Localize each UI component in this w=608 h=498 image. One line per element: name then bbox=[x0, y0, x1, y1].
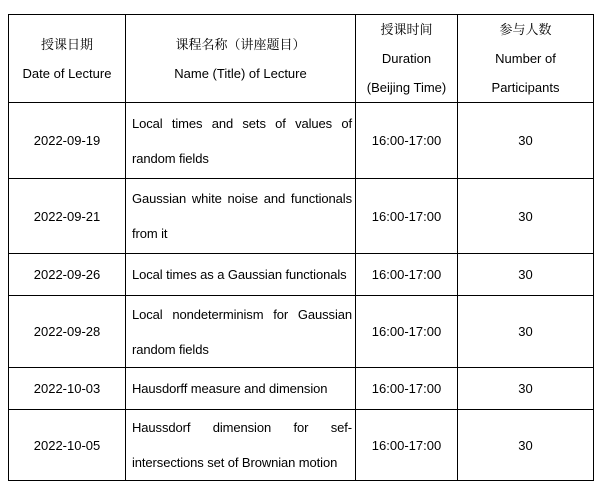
cell-date: 2022-09-26 bbox=[9, 254, 126, 296]
cell-time: 16:00-17:00 bbox=[356, 254, 458, 296]
cell-lecture-title bbox=[126, 103, 356, 179]
table-row bbox=[9, 410, 594, 481]
cell-participants: 30 bbox=[458, 254, 594, 296]
header-cell-name bbox=[126, 15, 356, 103]
lecture-title-line: intersections set of Brownian motion bbox=[132, 455, 338, 470]
lecture-title-line: Local times as a Gaussian functionals bbox=[132, 267, 347, 282]
cell-date: 2022-09-19 bbox=[9, 103, 126, 179]
header-duration-zh: 授课时间 bbox=[380, 22, 433, 37]
header-name-zh: 课程名称（讲座题目） bbox=[175, 36, 306, 52]
lecture-title-line: Haussdorf dimension for sef- bbox=[132, 420, 352, 435]
header-cell-duration bbox=[356, 15, 458, 103]
cell-date: 2022-10-03 bbox=[9, 368, 126, 410]
header-date-zh: 授课日期 bbox=[40, 36, 93, 52]
table-header-row bbox=[9, 15, 594, 103]
header-duration-en1: Duration bbox=[381, 51, 432, 66]
lecture-title-line: Hausdorff measure and dimension bbox=[132, 381, 328, 396]
cell-time: 16:00-17:00 bbox=[356, 368, 458, 410]
cell-participants: 30 bbox=[458, 179, 594, 254]
cell-participants: 30 bbox=[458, 103, 594, 179]
header-participants-en2: Participants bbox=[491, 80, 560, 95]
lecture-title-line: random fields bbox=[132, 341, 209, 357]
lecture-title-line: Gaussian white noise and functionals bbox=[132, 191, 352, 206]
header-participants-en1: Number of bbox=[495, 51, 556, 66]
lecture-title-line: Local nondeterminism for Gaussian bbox=[132, 306, 352, 322]
cell-participants: 30 bbox=[458, 296, 594, 368]
header-participants-zh: 参与人数 bbox=[499, 22, 552, 37]
cell-participants: 30 bbox=[458, 410, 594, 481]
cell-lecture-title bbox=[126, 410, 356, 481]
cell-date: 2022-10-05 bbox=[9, 410, 126, 481]
cell-lecture-title bbox=[126, 254, 356, 296]
lecture-schedule-table bbox=[8, 14, 594, 481]
header-cell-date bbox=[9, 15, 126, 103]
table-row bbox=[9, 296, 594, 368]
header-duration-en2: (Beijing Time) bbox=[366, 80, 447, 95]
header-cell-participants bbox=[458, 15, 594, 103]
cell-time: 16:00-17:00 bbox=[356, 179, 458, 254]
lecture-title-line: from it bbox=[132, 226, 168, 241]
cell-date: 2022-09-21 bbox=[9, 179, 126, 254]
cell-lecture-title bbox=[126, 368, 356, 410]
cell-lecture-title bbox=[126, 179, 356, 254]
cell-time: 16:00-17:00 bbox=[356, 296, 458, 368]
header-date-en: Date of Lecture bbox=[22, 65, 112, 81]
cell-time: 16:00-17:00 bbox=[356, 103, 458, 179]
table-row bbox=[9, 254, 594, 296]
table-row bbox=[9, 103, 594, 179]
table-row bbox=[9, 179, 594, 254]
header-name-en: Name (Title) of Lecture bbox=[174, 65, 307, 81]
cell-time: 16:00-17:00 bbox=[356, 410, 458, 481]
cell-lecture-title bbox=[126, 296, 356, 368]
lecture-title-line: Local times and sets of values of bbox=[132, 115, 352, 131]
cell-date: 2022-09-28 bbox=[9, 296, 126, 368]
lecture-title-line: random fields bbox=[132, 150, 209, 166]
cell-participants: 30 bbox=[458, 368, 594, 410]
table-row bbox=[9, 368, 594, 410]
